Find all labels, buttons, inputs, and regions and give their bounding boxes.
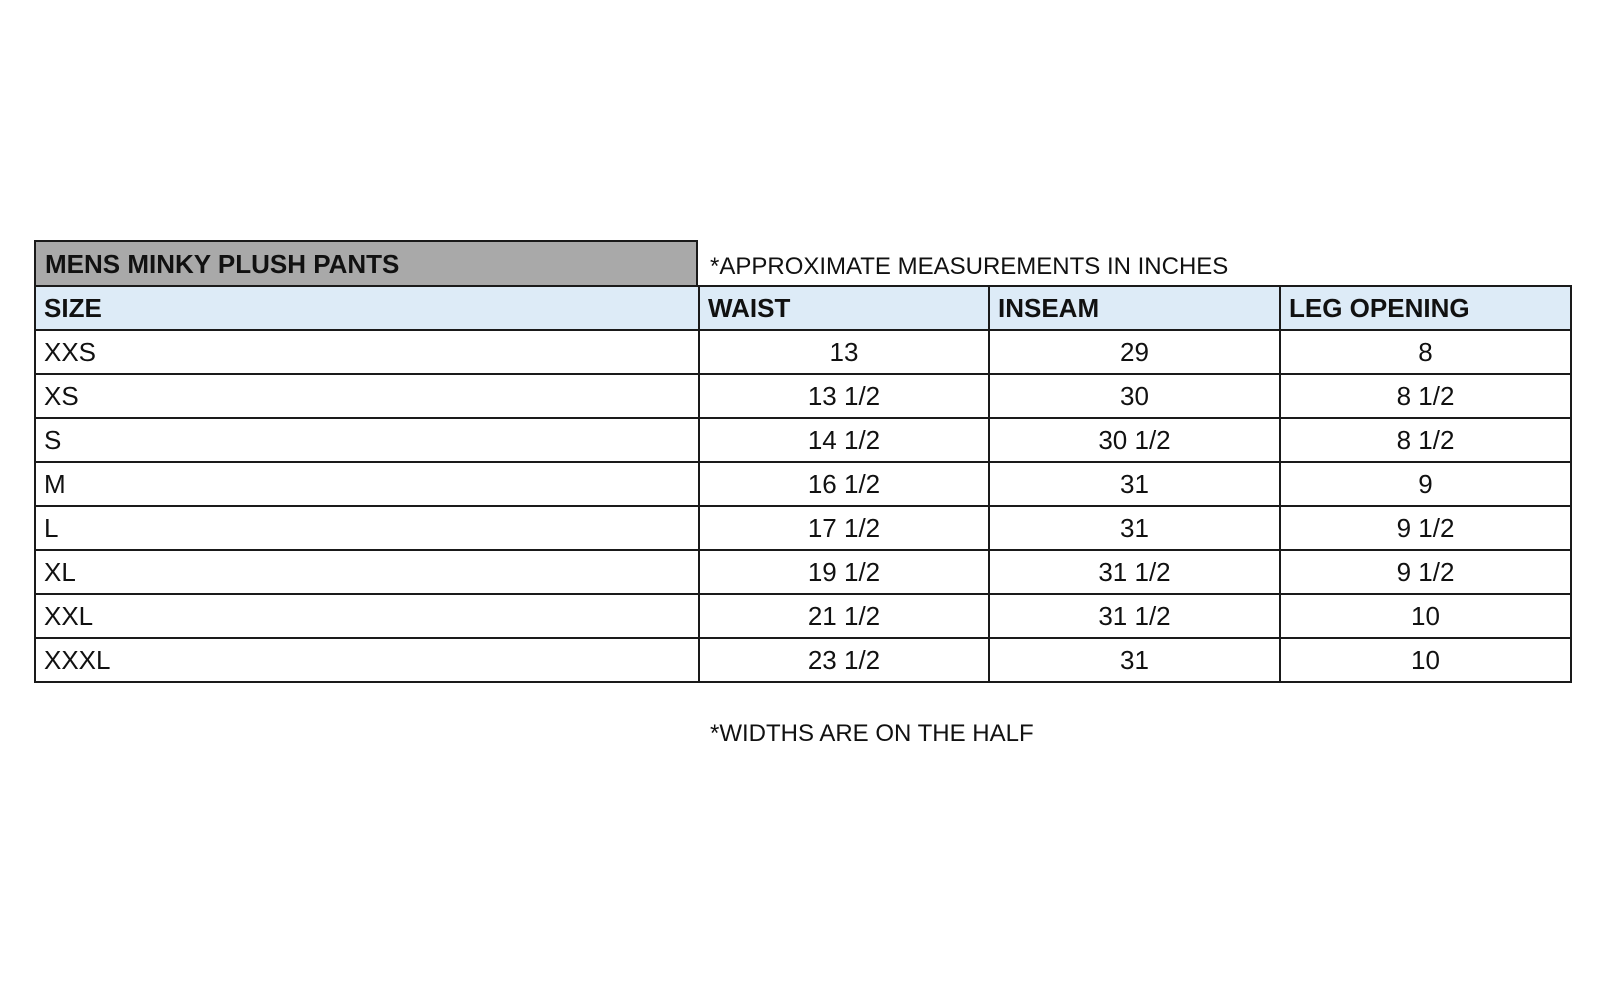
size-cell: S <box>35 418 699 462</box>
inseam-cell: 31 <box>989 462 1280 506</box>
size-cell: XXL <box>35 594 699 638</box>
inseam-cell: 31 <box>989 506 1280 550</box>
table-row <box>35 594 1571 638</box>
inseam-cell: 31 1/2 <box>989 594 1280 638</box>
inseam-cell: 31 1/2 <box>989 550 1280 594</box>
size-cell: L <box>35 506 699 550</box>
column-header-size: SIZE <box>35 286 699 330</box>
widths-note: *WIDTHS ARE ON THE HALF <box>710 720 1034 747</box>
size-cell: XL <box>35 550 699 594</box>
table-row <box>35 638 1571 682</box>
table-row <box>35 418 1571 462</box>
table-row <box>35 506 1571 550</box>
waist-cell: 14 1/2 <box>699 418 989 462</box>
leg-opening-cell: 8 1/2 <box>1280 418 1571 462</box>
leg-opening-cell: 9 <box>1280 462 1571 506</box>
size-cell: XXXL <box>35 638 699 682</box>
waist-cell: 13 <box>699 330 989 374</box>
measurement-note: *APPROXIMATE MEASUREMENTS IN INCHES <box>710 253 1229 280</box>
size-chart-table <box>34 285 1572 683</box>
leg-opening-cell: 10 <box>1280 594 1571 638</box>
column-header-waist: WAIST <box>699 286 989 330</box>
leg-opening-cell: 9 1/2 <box>1280 550 1571 594</box>
waist-cell: 16 1/2 <box>699 462 989 506</box>
waist-cell: 17 1/2 <box>699 506 989 550</box>
waist-cell: 13 1/2 <box>699 374 989 418</box>
table-row <box>35 550 1571 594</box>
size-cell: XS <box>35 374 699 418</box>
column-header-inseam: INSEAM <box>989 286 1280 330</box>
header-row <box>35 286 1571 330</box>
table-title: MENS MINKY PLUSH PANTS <box>34 240 698 285</box>
leg-opening-cell: 8 <box>1280 330 1571 374</box>
size-cell: M <box>35 462 699 506</box>
inseam-cell: 31 <box>989 638 1280 682</box>
table-row <box>35 462 1571 506</box>
waist-cell: 19 1/2 <box>699 550 989 594</box>
column-header-leg-opening: LEG OPENING <box>1280 286 1571 330</box>
inseam-cell: 30 <box>989 374 1280 418</box>
inseam-cell: 30 1/2 <box>989 418 1280 462</box>
leg-opening-cell: 9 1/2 <box>1280 506 1571 550</box>
table-row <box>35 374 1571 418</box>
waist-cell: 23 1/2 <box>699 638 989 682</box>
size-cell: XXS <box>35 330 699 374</box>
waist-cell: 21 1/2 <box>699 594 989 638</box>
leg-opening-cell: 8 1/2 <box>1280 374 1571 418</box>
leg-opening-cell: 10 <box>1280 638 1571 682</box>
inseam-cell: 29 <box>989 330 1280 374</box>
table-row <box>35 330 1571 374</box>
